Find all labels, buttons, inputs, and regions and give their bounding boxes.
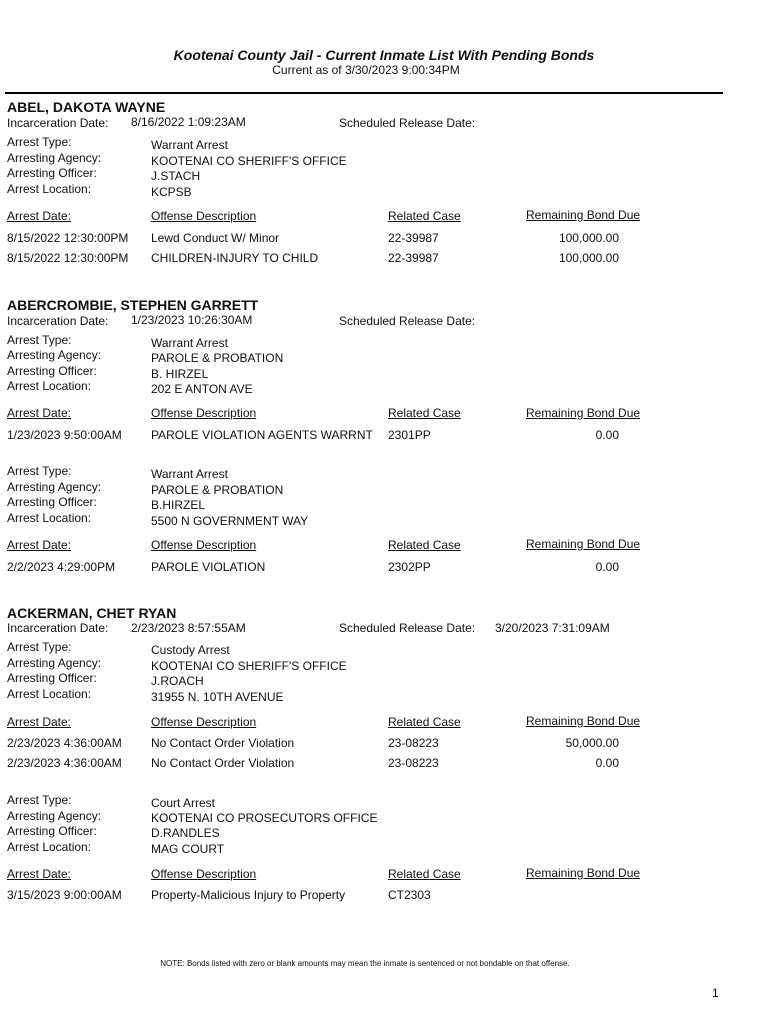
arresting-agency-value: KOOTENAI CO SHERIFF'S OFFICE [151,659,347,673]
charge-offense: PAROLE VIOLATION AGENTS WARRNT [151,428,373,442]
header-divider [5,92,723,94]
col-bond: Remaining Bond Due [526,714,641,728]
inmate-name: ACKERMAN, CHET RYAN [7,605,177,621]
col-arrest-date: Arrest Date: [7,867,72,881]
charge-offense: No Contact Order Violation [151,756,295,770]
arresting-officer-label: Arresting Officer: [7,364,97,378]
charge-offense: Lewd Conduct W/ Minor [151,231,280,245]
arrest-location-label: Arrest Location: [7,840,92,854]
arrest-type-label: Arrest Type: [7,793,72,807]
arrest-type-label: Arrest Type: [7,135,72,149]
arresting-agency-label: Arresting Agency: [7,480,102,494]
arrest-location-label: Arrest Location: [7,687,92,701]
arrest-type-value: Warrant Arrest [151,336,228,350]
arresting-agency-value: KOOTENAI CO PROSECUTORS OFFICE [151,811,378,825]
arrest-type-value: Court Arrest [151,796,216,810]
charge-bond: 0.00 [595,560,619,574]
scheduled-release-label: Scheduled Release Date: [339,116,476,130]
charge-offense: CHILDREN-INJURY TO CHILD [151,251,319,265]
scheduled-release-label: Scheduled Release Date: [339,314,476,328]
arresting-agency-value: KOOTENAI CO SHERIFF'S OFFICE [151,154,347,168]
charge-case: 2301PP [388,428,431,442]
arrest-location-value: MAG COURT [151,842,225,856]
col-arrest-date: Arrest Date: [7,209,72,223]
page-number: 1 [712,986,719,1000]
col-related-case: Related Case [388,715,461,729]
charge-bond: 100,000.00 [558,231,619,245]
arrest-type-value: Warrant Arrest [151,467,228,481]
charge-arrest-date: 2/23/2023 4:36:00AM [7,756,122,770]
charge-bond: 50,000.00 [565,736,619,750]
arresting-officer-label: Arresting Officer: [7,166,97,180]
charge-arrest-date: 1/23/2023 9:50:00AM [7,428,122,442]
arresting-agency-value: PAROLE & PROBATION [151,351,284,365]
scheduled-release-value: 3/20/2023 7:31:09AM [495,621,610,635]
arresting-officer-value: J.ROACH [151,674,204,688]
col-bond: Remaining Bond Due [526,537,641,551]
charge-offense: No Contact Order Violation [151,736,295,750]
arrest-type-label: Arrest Type: [7,333,72,347]
incarceration-date-label: Incarceration Date: [7,116,109,130]
footer-note: NOTE: Bonds listed with zero or blank amounts may mean the inmate is sentenced or not bondable on that offense. [160,959,570,968]
arrest-type-label: Arrest Type: [7,464,72,478]
col-bond: Remaining Bond Due [526,866,641,880]
charge-case: 22-39987 [388,251,439,265]
charge-bond: 0.00 [595,428,619,442]
arrest-location-value: 5500 N GOVERNMENT WAY [151,514,309,528]
arrest-location-value: 31955 N. 10TH AVENUE [151,690,284,704]
col-related-case: Related Case [388,209,461,223]
report-timestamp: Current as of 3/30/2023 9:00:34PM [272,63,460,77]
col-arrest-date: Arrest Date: [7,715,72,729]
charge-case: 22-39987 [388,231,439,245]
charge-offense: PAROLE VIOLATION [151,560,266,574]
incarceration-date-label: Incarceration Date: [7,621,109,635]
arresting-officer-value: B. HIRZEL [151,367,209,381]
arresting-officer-label: Arresting Officer: [7,824,97,838]
arresting-agency-label: Arresting Agency: [7,656,102,670]
report-title: Kootenai County Jail - Current Inmate List With Pending Bonds [173,47,595,63]
col-arrest-date: Arrest Date: [7,538,72,552]
col-offense: Offense Description [151,209,257,223]
arrest-location-label: Arrest Location: [7,182,92,196]
arrest-type-value: Custody Arrest [151,643,230,657]
arresting-officer-label: Arresting Officer: [7,495,97,509]
col-related-case: Related Case [388,867,461,881]
arrest-location-value: 202 E ANTON AVE [151,382,253,396]
arresting-agency-label: Arresting Agency: [7,348,102,362]
incarceration-date-label: Incarceration Date: [7,314,109,328]
charge-case: 2302PP [388,560,431,574]
arrest-location-label: Arrest Location: [7,511,92,525]
arrest-type-value: Warrant Arrest [151,138,228,152]
charge-offense: Property-Malicious Injury to Property [151,888,346,902]
arrest-location-value: KCPSB [151,185,192,199]
charge-arrest-date: 8/15/2022 12:30:00PM [7,231,129,245]
charge-arrest-date: 2/2/2023 4:29:00PM [7,560,116,574]
arresting-agency-label: Arresting Agency: [7,809,102,823]
scheduled-release-label: Scheduled Release Date: [339,621,476,635]
charge-case: 23-08223 [388,756,439,770]
col-bond: Remaining Bond Due [526,208,641,222]
arresting-agency-value: PAROLE & PROBATION [151,483,284,497]
col-bond: Remaining Bond Due [526,406,641,420]
charge-arrest-date: 3/15/2023 9:00:00AM [7,888,122,902]
col-arrest-date: Arrest Date: [7,406,72,420]
col-offense: Offense Description [151,867,257,881]
col-offense: Offense Description [151,406,257,420]
arrest-location-label: Arrest Location: [7,379,92,393]
col-offense: Offense Description [151,538,257,552]
arresting-officer-value: J.STACH [151,169,201,183]
arresting-officer-value: D.RANDLES [151,826,220,840]
arresting-officer-value: B.HIRZEL [151,498,206,512]
incarceration-date-value: 1/23/2023 10:26:30AM [131,313,253,327]
inmate-name: ABEL, DAKOTA WAYNE [7,99,166,115]
col-related-case: Related Case [388,538,461,552]
charge-bond: 100,000.00 [558,251,619,265]
charge-arrest-date: 2/23/2023 4:36:00AM [7,736,122,750]
arresting-officer-label: Arresting Officer: [7,671,97,685]
incarceration-date-value: 2/23/2023 8:57:55AM [131,621,246,635]
charge-bond: 0.00 [595,756,619,770]
arrest-type-label: Arrest Type: [7,640,72,654]
charge-arrest-date: 8/15/2022 12:30:00PM [7,251,129,265]
charge-case: 23-08223 [388,736,439,750]
col-offense: Offense Description [151,715,257,729]
inmate-name: ABERCROMBIE, STEPHEN GARRETT [7,297,259,313]
charge-case: CT2303 [388,888,431,902]
col-related-case: Related Case [388,406,461,420]
arresting-agency-label: Arresting Agency: [7,151,102,165]
incarceration-date-value: 8/16/2022 1:09:23AM [131,115,246,129]
